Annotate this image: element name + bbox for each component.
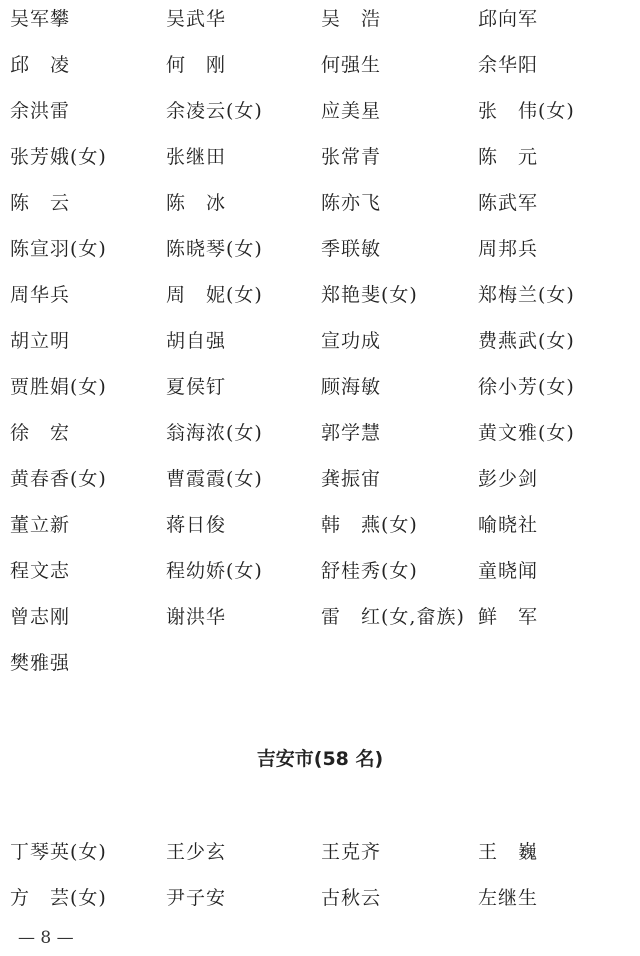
person-name: 余凌云(女): [166, 100, 263, 122]
person-name: 舒桂秀(女): [321, 560, 418, 582]
person-name: 黄文雅(女): [478, 422, 575, 444]
person-name: 龚振宙: [321, 468, 382, 490]
person-name: 季联敏: [321, 238, 382, 260]
person-name: 王克齐: [321, 841, 382, 863]
person-name: 王 巍: [478, 841, 539, 863]
person-name: 宣功成: [321, 330, 382, 352]
person-name: 张 伟(女): [478, 100, 575, 122]
section-title: 吉安市(58 名): [256, 748, 384, 770]
name-row: [0, 328, 640, 374]
name-row: [0, 52, 640, 98]
name-row: [0, 466, 640, 512]
name-row: [0, 144, 640, 190]
person-name: 余华阳: [478, 54, 539, 76]
person-name: 吴 浩: [321, 8, 382, 30]
person-name: 周 妮(女): [166, 284, 263, 306]
name-row: [0, 6, 640, 52]
name-row: [0, 604, 640, 650]
person-name: 应美星: [321, 100, 382, 122]
person-name: 鲜 军: [478, 606, 539, 628]
person-name: 何强生: [321, 54, 382, 76]
person-name: 童晓闻: [478, 560, 539, 582]
person-name: 张芳娥(女): [10, 146, 107, 168]
person-name: 吴武华: [166, 8, 227, 30]
person-name: 邱向军: [478, 8, 539, 30]
name-row: [0, 650, 640, 696]
person-name: 韩 燕(女): [321, 514, 418, 536]
person-name: 胡自强: [166, 330, 227, 352]
person-name: 董立新: [10, 514, 71, 536]
person-name: 夏侯钉: [166, 376, 227, 398]
name-row: [0, 512, 640, 558]
page-number: — 8 —: [18, 928, 74, 948]
person-name: 何 刚: [166, 54, 227, 76]
person-name: 郭学慧: [321, 422, 382, 444]
person-name: 樊雅强: [10, 652, 71, 674]
person-name: 陈 元: [478, 146, 539, 168]
name-row: [0, 885, 640, 931]
person-name: 陈晓琴(女): [166, 238, 263, 260]
person-name: 张继田: [166, 146, 227, 168]
name-row: [0, 282, 640, 328]
name-row: [0, 374, 640, 420]
person-name: 蒋日俊: [166, 514, 227, 536]
person-name: 吴军攀: [10, 8, 71, 30]
name-row: [0, 558, 640, 604]
person-name: 周华兵: [10, 284, 71, 306]
person-name: 黄春香(女): [10, 468, 107, 490]
person-name: 丁琴英(女): [10, 841, 107, 863]
person-name: 雷 红(女,畲族): [321, 606, 465, 628]
person-name: 陈 云: [10, 192, 71, 214]
name-row: [0, 839, 640, 885]
name-row: [0, 420, 640, 466]
person-name: 郑梅兰(女): [478, 284, 575, 306]
person-name: 陈亦飞: [321, 192, 382, 214]
person-name: 周邦兵: [478, 238, 539, 260]
person-name: 曾志刚: [10, 606, 71, 628]
person-name: 尹子安: [166, 887, 227, 909]
person-name: 徐 宏: [10, 422, 71, 444]
person-name: 谢洪华: [166, 606, 227, 628]
person-name: 彭少剑: [478, 468, 539, 490]
person-name: 曹霞霞(女): [166, 468, 263, 490]
person-name: 徐小芳(女): [478, 376, 575, 398]
person-name: 左继生: [478, 887, 539, 909]
person-name: 张常青: [321, 146, 382, 168]
name-list-top: [0, 6, 640, 696]
person-name: 陈宣羽(女): [10, 238, 107, 260]
person-name: 方 芸(女): [10, 887, 107, 909]
person-name: 邱 凌: [10, 54, 71, 76]
person-name: 余洪雷: [10, 100, 71, 122]
name-row: [0, 190, 640, 236]
person-name: 郑艳斐(女): [321, 284, 418, 306]
person-name: 程文志: [10, 560, 71, 582]
name-row: [0, 236, 640, 282]
person-name: 陈 冰: [166, 192, 227, 214]
person-name: 费燕武(女): [478, 330, 575, 352]
person-name: 王少玄: [166, 841, 227, 863]
name-row: [0, 98, 640, 144]
name-list-bottom: [0, 839, 640, 931]
person-name: 陈武军: [478, 192, 539, 214]
person-name: 古秋云: [321, 887, 382, 909]
person-name: 翁海浓(女): [166, 422, 263, 444]
person-name: 贾胜娟(女): [10, 376, 107, 398]
person-name: 顾海敏: [321, 376, 382, 398]
person-name: 程幼娇(女): [166, 560, 263, 582]
person-name: 喻晓社: [478, 514, 539, 536]
person-name: 胡立明: [10, 330, 71, 352]
